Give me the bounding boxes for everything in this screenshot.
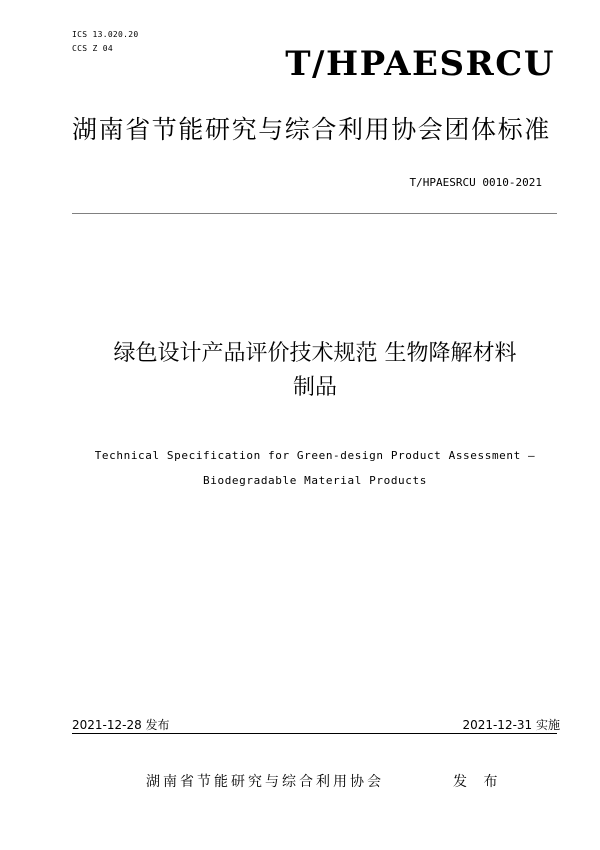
- title-zh-line-2: 制品: [292, 375, 337, 400]
- organization-standard-title: 湖南省节能研究与综合利用协会团体标准: [72, 115, 551, 144]
- publish-date: 2021-12-28 发布: [72, 718, 170, 732]
- standard-number: T/HPAESRCU 0010-2021: [409, 176, 542, 189]
- publisher-name: 湖南省节能研究与综合利用协会: [146, 774, 384, 790]
- document-title-zh: [50, 337, 580, 405]
- title-zh-line-1: 绿色设计产品评价技术规范 生物降解材料: [113, 341, 517, 366]
- title-en-line-1: Technical Specification for Green-design Product Assessment –: [94, 449, 536, 462]
- publish-label: 发 布: [453, 774, 504, 790]
- footer-divider: [72, 733, 557, 734]
- standard-series-code: T/HPAESRCU: [285, 44, 555, 84]
- ccs-code: CCS Z 04: [72, 44, 113, 53]
- header-divider: [72, 213, 557, 214]
- title-en-line-2: Biodegradable Material Products: [203, 474, 427, 487]
- effective-date: 2021-12-31 实施: [462, 718, 560, 732]
- ics-code: ICS 13.020.20: [72, 30, 139, 39]
- document-title-en: [30, 443, 600, 493]
